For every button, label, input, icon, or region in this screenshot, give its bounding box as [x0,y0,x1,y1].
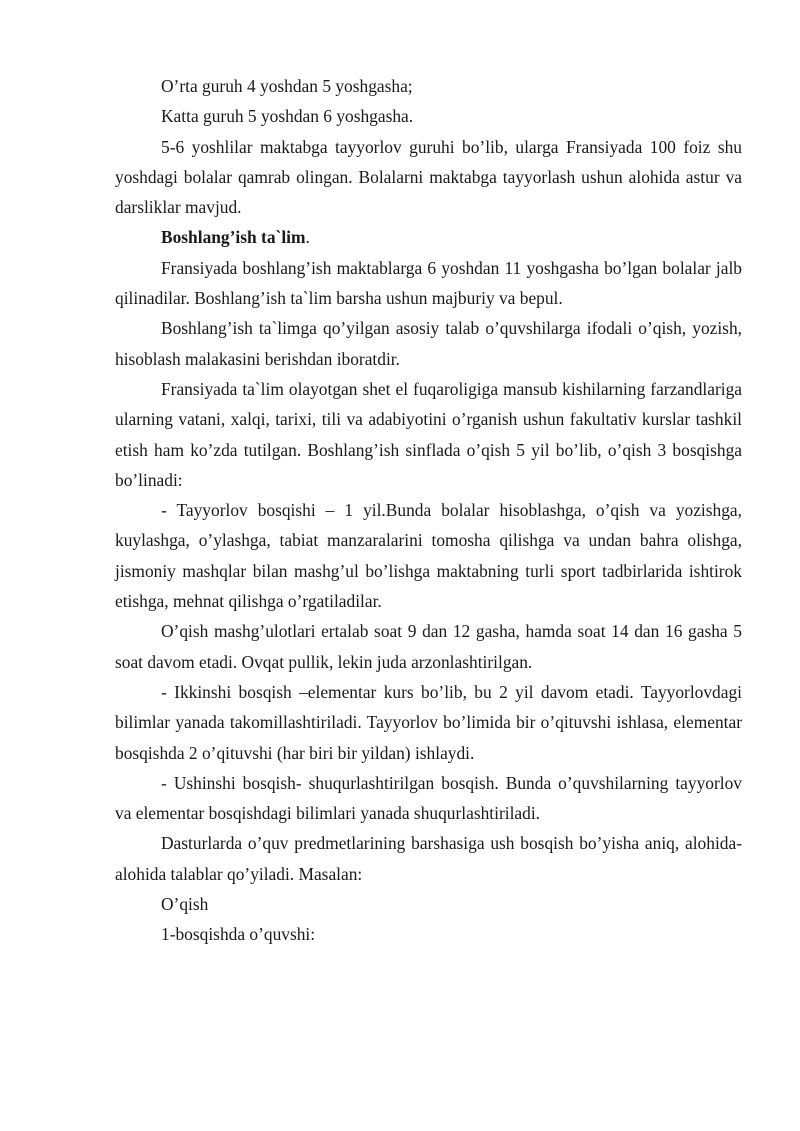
paragraph-preparatory-stage: - Tayyorlov bosqishi – 1 yil.Bunda bolalar hisoblashga, o’qish va yozishga, kuylashga, o’ylashga, tabiat manzaralarini tomosha qilishga va undan bahra olishga, jismoniy mashqlar bilan mashg’ul bo’lishga maktabning turli sport tadbirlarida ishtirok etishga, mehnat qilishga o’rgatiladilar. [115,500,742,612]
paragraph-first-stage-pupil: 1-bosqishda o’quvshi: [161,924,316,945]
paragraph-programs: Dasturlarda o’quv predmetlarining barshasiga ush bosqish bo’yisha aniq, alohida-alohida talablar qo’yiladi. Masalan: [115,833,742,884]
document-body [115,71,742,950]
paragraph-main-requirement: Boshlang’ish ta`limga qo’yilgan asosiy talab o’quvshilarga ifodali o’qish, yozish, hisoblash malakasini berishdan iboratdir. [115,318,742,369]
paragraph-reading: O’qish [161,894,209,915]
paragraph-third-stage: - Ushinshi bosqish- shuqurlashtirilgan bosqish. Bunda o’quvshilarning tayyorlov va elementar bosqishdagi bilimlari yanada shuqurlashtiriladi. [115,772,742,824]
paragraph-primary-schools: Fransiyada boshlang’ish maktablarga 6 yoshdan 11 yoshgasha bo’lgan bolalar jalb qilinadilar. Boshlang’ish ta`lim barsha ushun majburiy va bepul. [115,257,742,309]
paragraph-second-stage: - Ikkinshi bosqish –elementar kurs bo’lib, bu 2 yil davom etadi. Tayyorlovdagi bilimlar yanada takomillashtiriladi. Tayyorlov bo’limida bir o’qituvshi ishlasa, elementar bosqishda 2 o’qituvshi (har biri bir yildan) ishlaydi. [115,681,742,763]
section-heading-primary-education [115,222,742,252]
paragraph-preparatory-group: 5-6 yoshlilar maktabga tayyorlov guruhi bo’lib, ularga Fransiyada 100 foiz shu yoshdagi bolalar qamrab olingan. Bolalarni maktabga tayyorlash ushun alohida astur va darsliklar mavjud. [115,136,742,218]
paragraph-schedule: O’qish mashg’ulotlari ertalab soat 9 dan 12 gasha, hamda soat 14 dan 16 gasha 5 soat davom etadi. Ovqat pullik, lekin juda arzonlashtirilgan. [115,621,742,672]
section-heading-punct: . [305,227,310,248]
section-heading-text: Boshlang’ish ta`lim [161,227,306,248]
paragraph-middle-group: O’rta guruh 4 yoshdan 5 yoshgasha; [161,76,413,96]
paragraph-senior-group: Katta guruh 5 yoshdan 6 yoshgasha. [161,106,414,127]
paragraph-foreign-citizens: Fransiyada ta`lim olayotgan shet el fuqaroligiga mansub kishilarning farzandlariga ularning vatani, xalqi, tarixi, tili va adabiyotini o’rganish ushun fakultativ kurslar tashkil etish ham ko’zda tutilgan. Boshlang’ish sinflada o’qish 5 yil bo’lib, o’qish 3 bosqishga bo’linadi: [115,378,742,490]
